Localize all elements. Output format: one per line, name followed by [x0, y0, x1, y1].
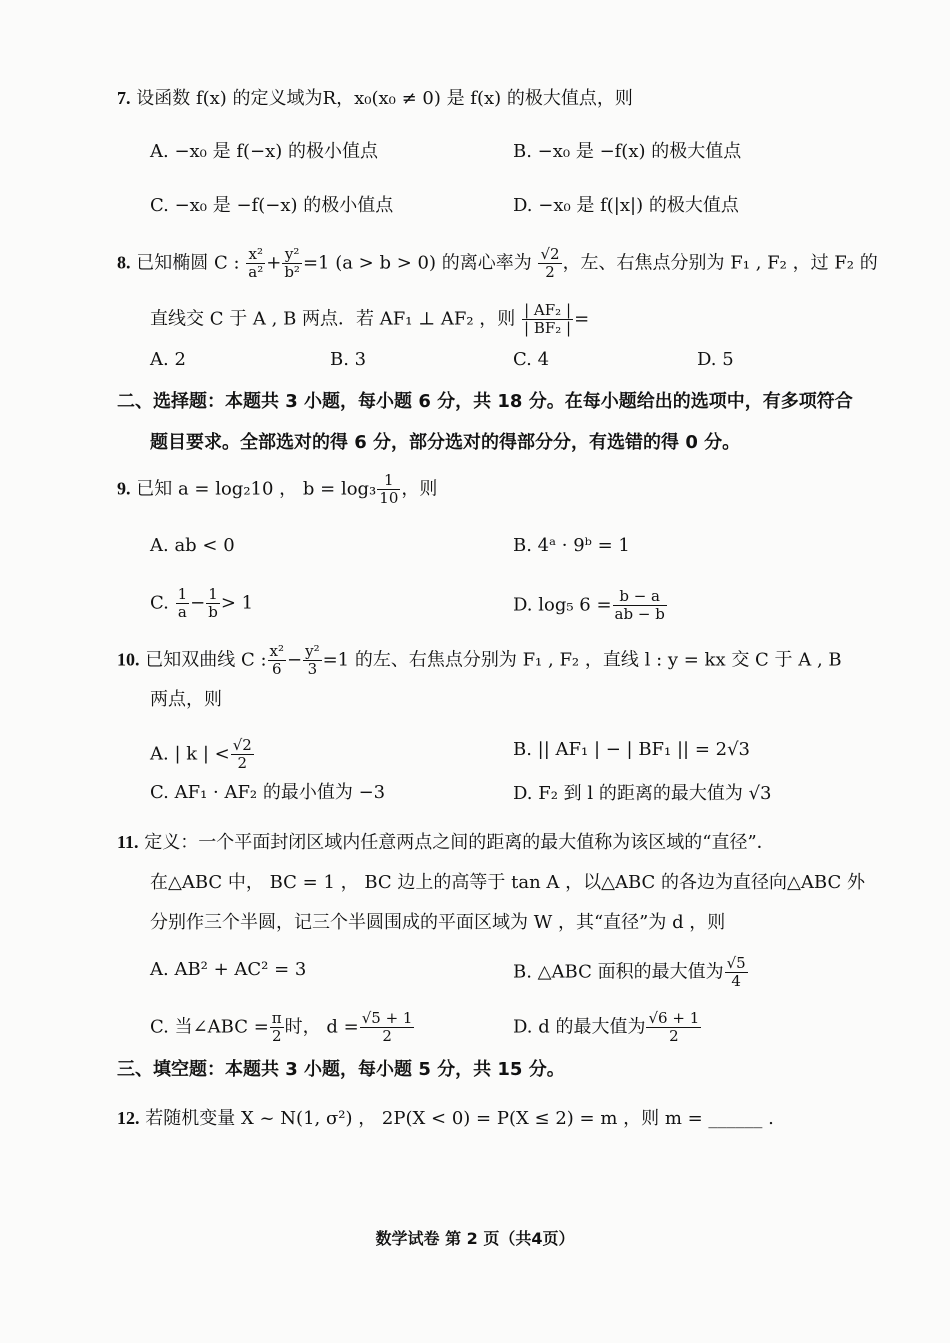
q8-number: 8. — [117, 252, 131, 273]
q7-option-b: B. −x₀ 是 −f(x) 的极大值点 — [513, 141, 742, 162]
q7-option-d: D. −x₀ 是 f(|x|) 的极大值点 — [513, 195, 739, 216]
q8-line2-b: = — [574, 308, 590, 330]
q12-stem-text: 若随机变量 X ~ N(1, σ²) ， 2P(X < 0) = P(X ≤ 2) = m ，则 m = ______ . — [145, 1108, 774, 1129]
q9-stem-b: ，则 — [401, 478, 438, 500]
fraction-sqrt5-4: $\frac{√5}{4}$ — [726, 954, 746, 990]
fraction-sqrt2-2b: $\frac{√2}{2}$ — [232, 736, 252, 772]
q8-option-a: A. 2 — [150, 349, 186, 370]
q11-option-b: B. △ABC 面积的最大值为 $\frac{√5}{4}$ — [513, 954, 746, 990]
q10-option-d: D. F₂ 到 l 的距离的最大值为 √3 — [513, 783, 772, 804]
q12-number: 12. — [117, 1108, 140, 1128]
q9-option-c: C. $\frac{1}{a}$ − $\frac{1}{b}$ > 1 — [150, 585, 254, 621]
q8-line2-a: 直线交 C 于 A , B 两点．若 AF₁ ⊥ AF₂ ，则 — [150, 308, 516, 330]
fraction-b-a: $\frac{b - a}{ab - b}$ — [614, 587, 665, 623]
q12-stem — [117, 1106, 774, 1131]
fraction-sqrt6p1-2: $\frac{√6 + 1}{2}$ — [648, 1009, 700, 1045]
section2-line1: 二、选择题：本题共 3 小题，每小题 6 分，共 18 分。在每小题给出的选项中，有多项符合 — [117, 391, 853, 412]
fraction-af2-bf2: $\frac{\text{| AF₂ |}}{\text{| BF₂ |}}$ — [524, 301, 572, 337]
q7-stem-text: 设函数 f(x) 的定义域为R，x₀(x₀ ≠ 0) 是 f(x) 的极大值点，则 — [136, 88, 633, 109]
q10-line2: 两点，则 — [150, 689, 222, 710]
q11-option-c: C. 当∠ABC = $\frac{\pi}{2}$ 时， d = $\frac{√5 + 1}{2}$ — [150, 1009, 413, 1045]
page-footer: 数学试卷 第 2 页（共4页） — [375, 1229, 575, 1248]
fraction-sqrt2-2: $\frac{√2}{2}$ — [540, 245, 560, 281]
section3-heading: 三、填空题：本题共 3 小题，每小题 5 分，共 15 分。 — [117, 1059, 565, 1080]
fraction-1-b: $\frac{1}{b}$ — [208, 585, 218, 621]
q10-stem-a: 已知双曲线 C : — [145, 649, 267, 671]
q10-option-a: A. | k | < $\frac{√2}{2}$ — [150, 736, 252, 772]
q7-option-c: C. −x₀ 是 −f(−x) 的极小值点 — [150, 195, 394, 216]
q9-number: 9. — [117, 478, 131, 499]
q10-number: 10. — [117, 649, 140, 670]
q11-line1-text: 定义：一个平面封闭区域内任意两点之间的距离的最大值称为该区域的“直径”． — [144, 832, 775, 853]
q7-option-a: A. −x₀ 是 f(−x) 的极小值点 — [150, 141, 378, 162]
fraction-1-a: $\frac{1}{a}$ — [177, 585, 188, 621]
q9-option-a: A. ab < 0 — [150, 535, 235, 556]
q10-option-b: B. || AF₁ | − | BF₁ || = 2√3 — [513, 739, 751, 760]
q11-line2: 在△ABC 中， BC = 1 ， BC 边上的高等于 tan A ，以△ABC 的各边为直径向△ABC 外 — [150, 872, 865, 893]
q10-option-c: C. AF₁ · AF₂ 的最小值为 −3 — [150, 782, 386, 803]
q11-option-d: D. d 的最大值为 $\frac{√6 + 1}{2}$ — [513, 1009, 700, 1045]
fraction-1-10: $\frac{1}{10}$ — [379, 471, 399, 507]
fraction-pi-2: $\frac{\pi}{2}$ — [271, 1009, 282, 1045]
q8-stem: 8. 已知椭圆 C : $\frac{\text{x²}}{\text{a²}}$ + $\frac{\text{y²}}{\text{b²}}$ =1 (a > b > 0) 的离心率为 $\frac{√2}{2}$ ，左、右焦点分别为 F₁ , F₂ ，过 F₂ 的 — [117, 245, 878, 281]
q8-stem-b: =1 (a > b > 0) 的离心率为 — [302, 252, 532, 274]
q10-stem: 10. 已知双曲线 C : $\frac{\text{x²}}{6}$ − $\frac{\text{y²}}{3}$ =1 的左、右焦点分别为 F₁ , F₂ ，直线 l : y = kx 交 C 于 A , B — [117, 642, 842, 678]
q8-option-b: B. 3 — [330, 349, 367, 370]
q11-number: 11. — [117, 832, 139, 852]
fraction-y2-b2: $\frac{\text{y²}}{\text{b²}}$ — [284, 245, 300, 281]
q10-stem-b: =1 的左、右焦点分别为 F₁ , F₂ ，直线 l : y = kx 交 C 于 A , B — [322, 649, 842, 671]
q8-option-d: D. 5 — [697, 349, 734, 370]
fraction-x2-a2: $\frac{\text{x²}}{\text{a²}}$ — [248, 245, 264, 281]
q7-number: 7. — [117, 88, 131, 108]
q8-stem-a: 已知椭圆 C : — [136, 252, 240, 274]
section2-line2: 题目要求。全部选对的得 6 分，部分选对的得部分分，有选错的得 0 分。 — [150, 432, 741, 453]
q8-line2 — [150, 302, 589, 337]
q8-stem-c: ，左、右焦点分别为 F₁ , F₂ ，过 F₂ 的 — [562, 252, 878, 274]
q9-stem-a: 已知 a = log₂10 ， b = log₃ — [136, 478, 377, 500]
q7-stem — [117, 86, 633, 111]
fraction-y2-3: $\frac{\text{y²}}{3}$ — [305, 642, 320, 678]
q8-option-c: C. 4 — [513, 349, 550, 370]
q9-option-d: D. log₅ 6 = $\frac{b - a}{ab - b}$ — [513, 587, 665, 623]
q9-stem — [117, 472, 437, 507]
q11-option-a: A. AB² + AC² = 3 — [150, 959, 307, 980]
fraction-sqrt5p1-2: $\frac{√5 + 1}{2}$ — [361, 1009, 413, 1045]
q11-line3: 分别作三个半圆，记三个半圆围成的平面区域为 W ，其“直径”为 d ，则 — [150, 912, 726, 933]
q9-option-b: B. 4ᵃ · 9ᵇ = 1 — [513, 535, 630, 556]
fraction-x2-6: $\frac{\text{x²}}{6}$ — [269, 642, 284, 678]
q11-line1 — [117, 830, 775, 855]
